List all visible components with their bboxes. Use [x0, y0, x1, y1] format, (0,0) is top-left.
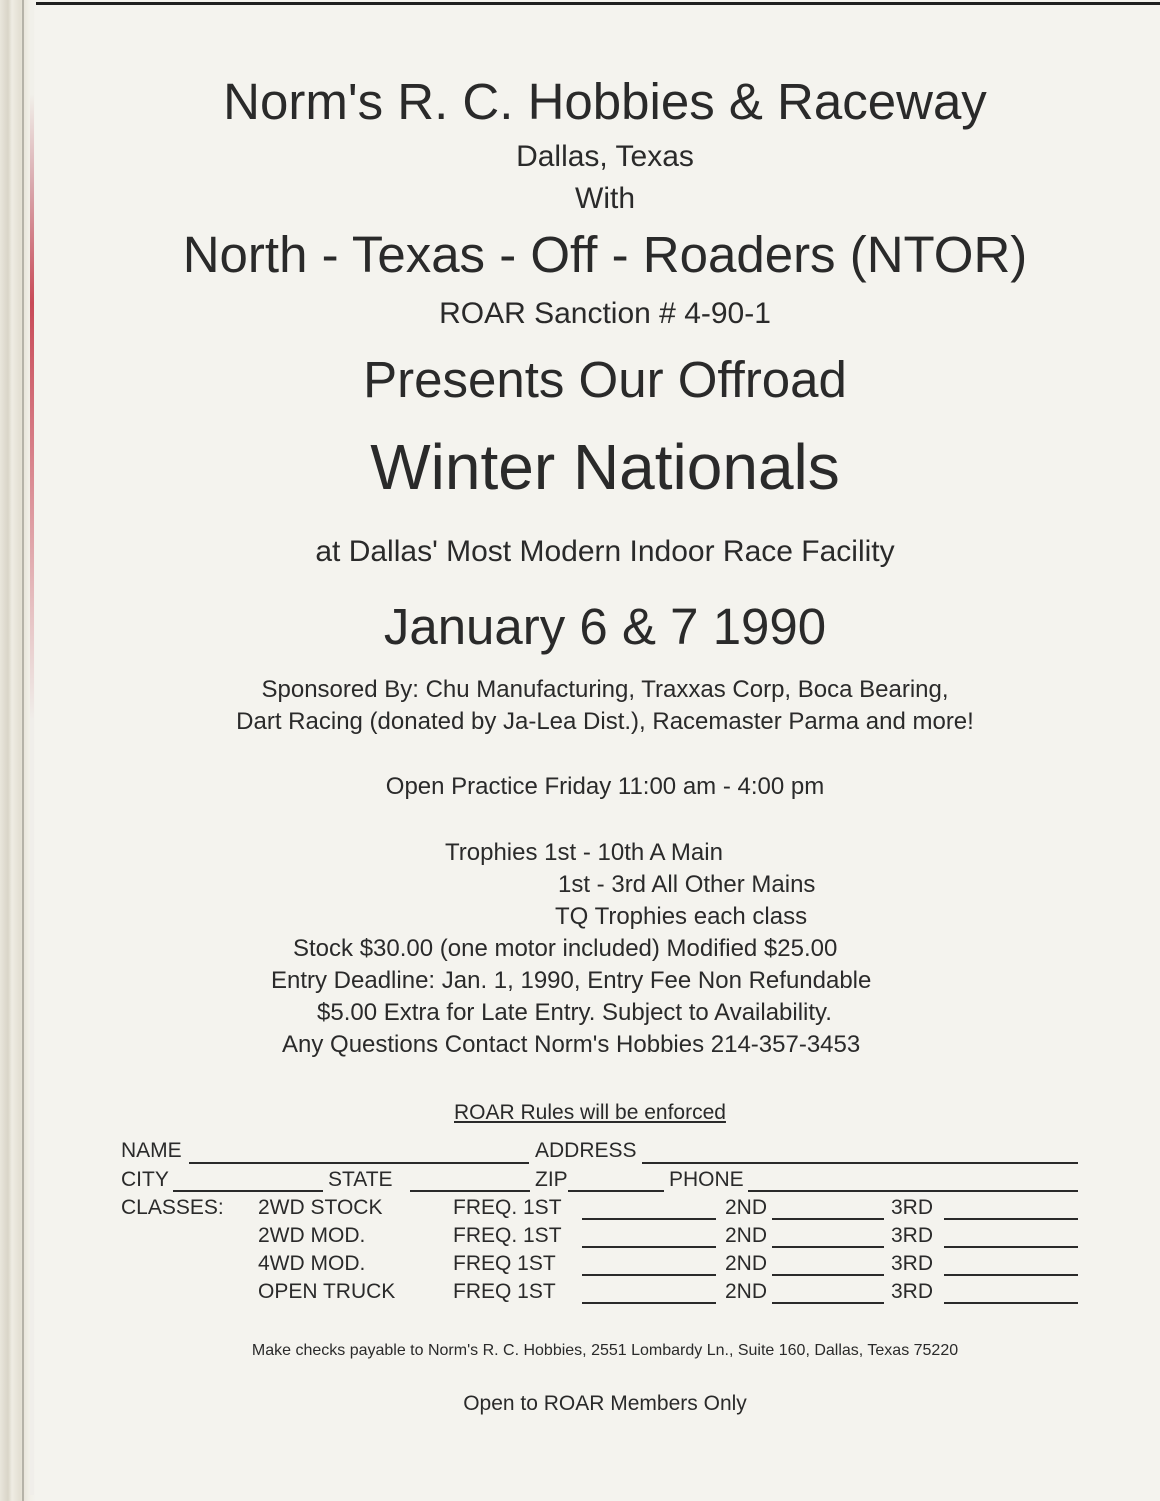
- freq-3rd-label: 3RD: [891, 1280, 934, 1303]
- sponsors-line-2: Dart Racing (donated by Ja-Lea Dist.), Racemaster Parma and more!: [236, 708, 974, 735]
- classes-label: CLASSES:: [121, 1196, 224, 1219]
- sponsors-line-1: Sponsored By: Chu Manufacturing, Traxxas Corp, Boca Bearing,: [261, 676, 949, 703]
- address-label: ADDRESS: [535, 1139, 637, 1162]
- practice-info: Open Practice Friday 11:00 am - 4:00 pm: [385, 773, 825, 800]
- club-name: North - Texas - Off - Roaders (NTOR): [182, 226, 1028, 283]
- freq-3rd-field[interactable]: [944, 1218, 1078, 1220]
- name-field[interactable]: [189, 1162, 529, 1164]
- sanction-number: ROAR Sanction # 4-90-1: [439, 297, 771, 330]
- event-date: January 6 & 7 1990: [383, 598, 827, 655]
- city-field[interactable]: [173, 1190, 323, 1192]
- payable-note: Make checks payable to Norm's R. C. Hobbies, 2551 Lombardy Ln., Suite 160, Dallas, Texas 75220: [251, 1342, 959, 1359]
- top-border: [36, 2, 1160, 5]
- state-field[interactable]: [410, 1190, 530, 1192]
- freq-3rd-label: 3RD: [891, 1196, 934, 1219]
- city-label: CITY: [121, 1168, 169, 1191]
- freq-2nd-label: 2ND: [725, 1280, 768, 1303]
- address-field[interactable]: [642, 1162, 1078, 1164]
- members-only-note: Open to ROAR Members Only: [463, 1392, 747, 1415]
- phone-field[interactable]: [748, 1190, 1078, 1192]
- name-label: NAME: [121, 1139, 182, 1162]
- contact-info: Any Questions Contact Norm's Hobbies 214-357-3453: [282, 1031, 861, 1058]
- freq-3rd-label: 3RD: [891, 1252, 934, 1275]
- state-label: STATE: [328, 1168, 393, 1191]
- store-title: Norm's R. C. Hobbies & Raceway: [223, 73, 987, 130]
- page-binding: [0, 0, 36, 1501]
- freq-1st-label: FREQ. 1ST: [453, 1224, 562, 1247]
- zip-field[interactable]: [568, 1190, 664, 1192]
- freq-1st-label: FREQ 1ST: [453, 1280, 556, 1303]
- event-title: Winter Nationals: [370, 431, 840, 503]
- freq-3rd-field[interactable]: [944, 1274, 1078, 1276]
- freq-2nd-field[interactable]: [772, 1218, 884, 1220]
- freq-2nd-field[interactable]: [772, 1274, 884, 1276]
- late-entry: $5.00 Extra for Late Entry. Subject to Availability.: [317, 999, 832, 1026]
- store-city: Dallas, Texas: [516, 140, 694, 173]
- entry-deadline: Entry Deadline: Jan. 1, 1990, Entry Fee Non Refundable: [271, 967, 872, 994]
- with-text: With: [575, 182, 635, 215]
- freq-1st-field[interactable]: [582, 1218, 716, 1220]
- freq-3rd-field[interactable]: [944, 1302, 1078, 1304]
- freq-1st-label: FREQ 1ST: [453, 1252, 556, 1275]
- zip-label: ZIP: [535, 1168, 568, 1191]
- phone-label: PHONE: [669, 1168, 744, 1191]
- freq-3rd-field[interactable]: [944, 1246, 1078, 1248]
- class-name: 2WD MOD.: [258, 1224, 366, 1247]
- freq-1st-field[interactable]: [582, 1302, 716, 1304]
- freq-2nd-label: 2ND: [725, 1196, 768, 1219]
- binding-red-edge: [30, 5, 34, 1495]
- freq-2nd-label: 2ND: [725, 1224, 768, 1247]
- freq-1st-field[interactable]: [582, 1246, 716, 1248]
- tq-trophies: TQ Trophies each class: [555, 903, 808, 930]
- freq-3rd-label: 3RD: [891, 1224, 934, 1247]
- presents-text: Presents Our Offroad: [363, 351, 847, 408]
- rules-note: ROAR Rules will be enforced: [454, 1101, 726, 1124]
- freq-2nd-field[interactable]: [772, 1246, 884, 1248]
- class-name: 2WD STOCK: [258, 1196, 383, 1219]
- binding-spine: [22, 0, 24, 1501]
- freq-1st-label: FREQ. 1ST: [453, 1196, 562, 1219]
- class-name: 4WD MOD.: [258, 1252, 366, 1275]
- class-name: OPEN TRUCK: [258, 1280, 396, 1303]
- trophies-a-main: Trophies 1st - 10th A Main: [445, 839, 723, 866]
- freq-2nd-label: 2ND: [725, 1252, 768, 1275]
- freq-1st-field[interactable]: [582, 1274, 716, 1276]
- venue-text: at Dallas' Most Modern Indoor Race Facility: [315, 535, 895, 568]
- freq-2nd-field[interactable]: [772, 1302, 884, 1304]
- entry-fees: Stock $30.00 (one motor included) Modified $25.00: [293, 935, 838, 962]
- trophies-other-mains: 1st - 3rd All Other Mains: [558, 871, 816, 898]
